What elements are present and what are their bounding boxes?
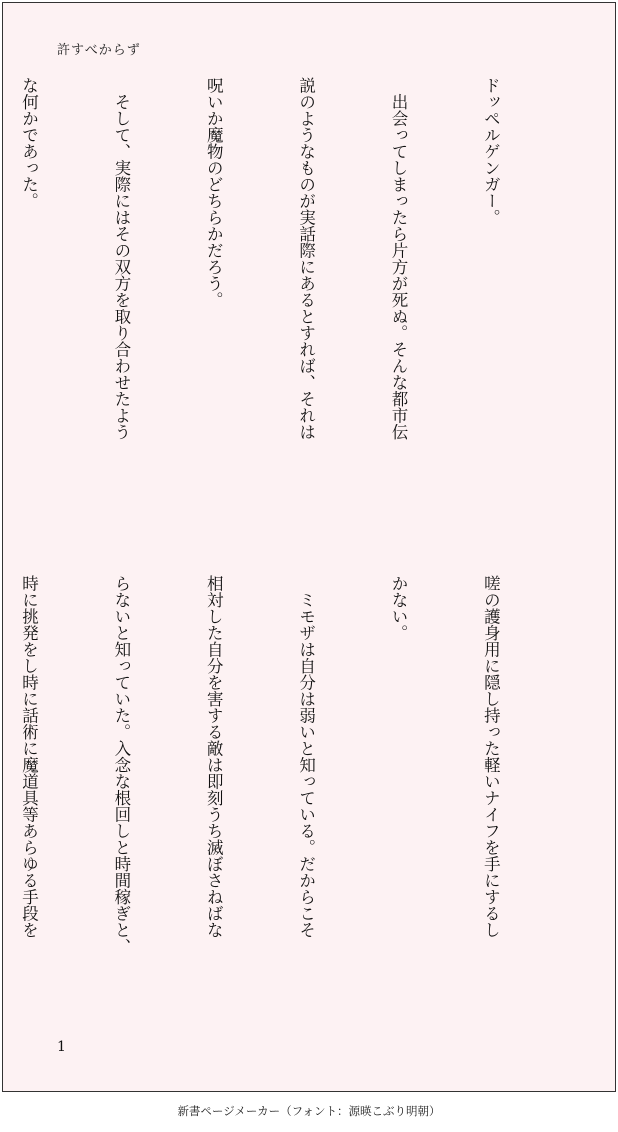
text-column: 時に挑発をし時に話術に魔道具等あらゆる手段を	[19, 575, 39, 938]
footer-caption: 新書ページメーカー（フォント：源暎こぶり明朝）	[177, 1104, 441, 1118]
text-column: 嗟の護身用に隠し持った軽いナイフを手にするし	[481, 575, 501, 938]
text-column: ドッペルゲンガー。	[481, 77, 501, 226]
book-page	[2, 2, 616, 1092]
text-column: 呪いか魔物のどちらかだろう。	[204, 77, 224, 308]
text-column: ミモザは自分は弱いと知っている。だからこそ	[296, 575, 316, 938]
text-column: 相対した自分を害する敵は即刻うち滅ぼさねばな	[204, 575, 224, 938]
text-column: そして、実際にはその双方を取り合わせたよう	[111, 77, 131, 440]
running-head: 許すべからず	[57, 43, 141, 58]
text-block-bottom	[19, 575, 567, 1023]
text-block-top	[19, 77, 567, 525]
text-column: かない。	[389, 575, 409, 641]
text-column: な何かであった。	[19, 77, 39, 209]
page-number: 1	[57, 1039, 66, 1055]
text-column: 説のようなものが実話際にあるとすれば、それは	[296, 77, 316, 440]
text-column: らないと知っていた。入念な根回しと時間稼ぎと、	[111, 575, 131, 955]
text-column: 出会ってしまったら片方が死ぬ。そんな都市伝	[389, 77, 409, 440]
